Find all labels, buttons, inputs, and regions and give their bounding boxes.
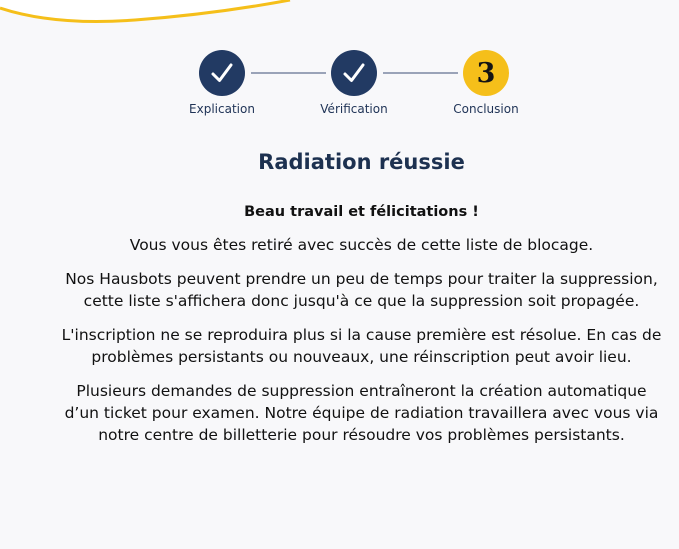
success-paragraph: Vous vous êtes retiré avec succès de cette liste de blocage. [129,236,594,255]
step-3-circle [463,50,509,96]
step-1-circle [199,50,245,96]
step-2-label: Vérification [320,102,388,116]
step-2-circle [331,50,377,96]
checkmark-icon [342,61,366,85]
ticket-paragraph: Plusieurs demandes de suppression entraîneront la création automatique d’un ticket pour examen. Notre équipe de radiation travaillera avec vous via notre centre de billetterie pour résoudre vos problèmes persistants. [64,382,659,445]
relisting-paragraph: L'inscription ne se reproduira plus si la cause première est résolue. En cas de problèmes persistants ou nouveaux, une réinscription peut avoir lieu. [61,326,662,367]
decorative-top-curve [0,0,679,30]
step-conclusion [426,50,546,116]
page-title: Radiation réussie [258,150,465,174]
progress-stepper [0,50,679,130]
congratulations-text: Beau travail et félicitations ! [244,204,479,221]
result-content [60,150,663,446]
checkmark-icon [210,61,234,85]
step-explication [162,50,282,116]
step-3-label: Conclusion [453,102,519,116]
step-verification [294,50,414,116]
step-3-number: 3 [476,57,496,89]
propagation-paragraph: Nos Hausbots peuvent prendre un peu de temps pour traiter la suppression, cette liste s'affichera donc jusqu'à ce que la suppression soit propagée. [65,270,658,311]
step-1-label: Explication [189,102,255,116]
